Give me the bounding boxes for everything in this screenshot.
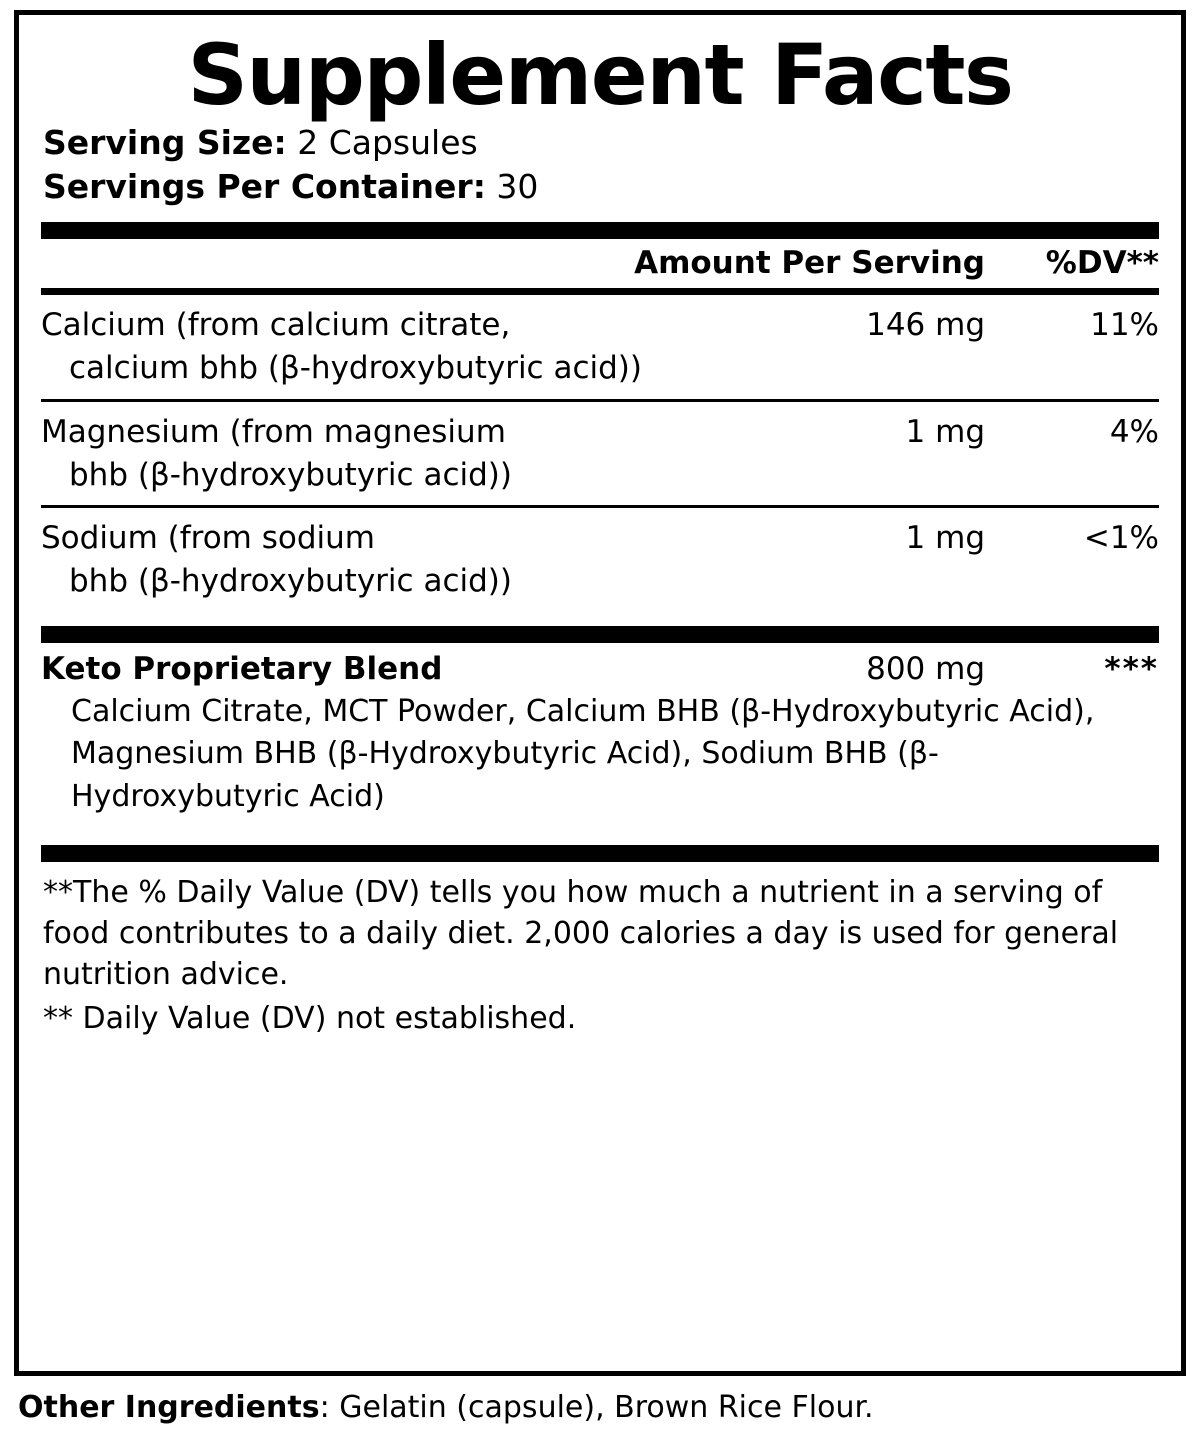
nutrient-name-line2: bhb (β-hydroxybutyric acid)) bbox=[69, 563, 512, 600]
servings-per-container-value: 30 bbox=[496, 166, 539, 206]
other-ingredients-value: : Gelatin (capsule), Brown Rice Flour. bbox=[319, 1390, 874, 1425]
other-ingredients-label: Other Ingredients bbox=[18, 1390, 320, 1425]
divider-thick-blend-top bbox=[41, 626, 1159, 643]
column-header-amount: Amount Per Serving bbox=[634, 245, 985, 282]
nutrient-name-line1: Calcium (from calcium citrate, bbox=[41, 307, 511, 344]
nutrient-amount: 1 mg bbox=[905, 520, 985, 557]
blend-amount: 800 mg bbox=[866, 650, 985, 687]
serving-size-label: Serving Size: bbox=[43, 123, 287, 163]
servings-per-container-label: Servings Per Container: bbox=[43, 166, 486, 206]
nutrient-dv: 4% bbox=[1109, 413, 1159, 450]
footnote-not-established: ** Daily Value (DV) not established. bbox=[43, 1000, 577, 1036]
column-header-dv: %DV** bbox=[1045, 245, 1159, 282]
divider-thick-top bbox=[41, 222, 1159, 239]
nutrient-name bbox=[41, 411, 775, 497]
table-row bbox=[41, 402, 1159, 506]
blend-ingredients: Calcium Citrate, MCT Powder, Calcium BHB (β-Hydroxybutyric Acid), Magnesium BHB (β-Hydroxybutyric Acid), Sodium BHB (β-Hydroxybutyric Acid) bbox=[71, 693, 1095, 815]
blend-name: Keto Proprietary Blend bbox=[41, 650, 443, 687]
page-title: Supplement Facts bbox=[187, 26, 1013, 124]
nutrient-dv: <1% bbox=[1083, 520, 1159, 557]
nutrient-dv: 11% bbox=[1090, 307, 1159, 344]
divider-medium-header bbox=[41, 288, 1159, 295]
table-header-row bbox=[41, 239, 1159, 288]
nutrient-name bbox=[41, 304, 775, 390]
nutrient-name-line2: calcium bhb (β-hydroxybutyric acid)) bbox=[69, 350, 642, 387]
nutrient-name bbox=[41, 517, 775, 603]
label-panel bbox=[14, 10, 1186, 1376]
table-row bbox=[41, 295, 1159, 399]
other-ingredients bbox=[14, 1376, 1186, 1427]
nutrient-amount: 146 mg bbox=[866, 307, 985, 344]
nutrient-name-line1: Sodium (from sodium bbox=[41, 520, 375, 557]
blend-row bbox=[41, 643, 1159, 687]
nutrient-name-line2: bhb (β-hydroxybutyric acid)) bbox=[69, 456, 512, 493]
footnote-daily-value: **The % Daily Value (DV) tells you how much a nutrient in a serving of food contributes to a daily diet. 2,000 calories a day is used for general nutrition advice. bbox=[43, 874, 1119, 993]
nutrient-amount: 1 mg bbox=[905, 413, 985, 450]
nutrient-name-line1: Magnesium (from magnesium bbox=[41, 413, 506, 450]
serving-size-line bbox=[43, 121, 1159, 165]
servings-per-container-line bbox=[43, 165, 1159, 209]
divider-thick-blend-bottom bbox=[41, 845, 1159, 862]
table-row bbox=[41, 508, 1159, 612]
serving-size-value: 2 Capsules bbox=[297, 123, 478, 163]
blend-dv: *** bbox=[1104, 650, 1159, 687]
